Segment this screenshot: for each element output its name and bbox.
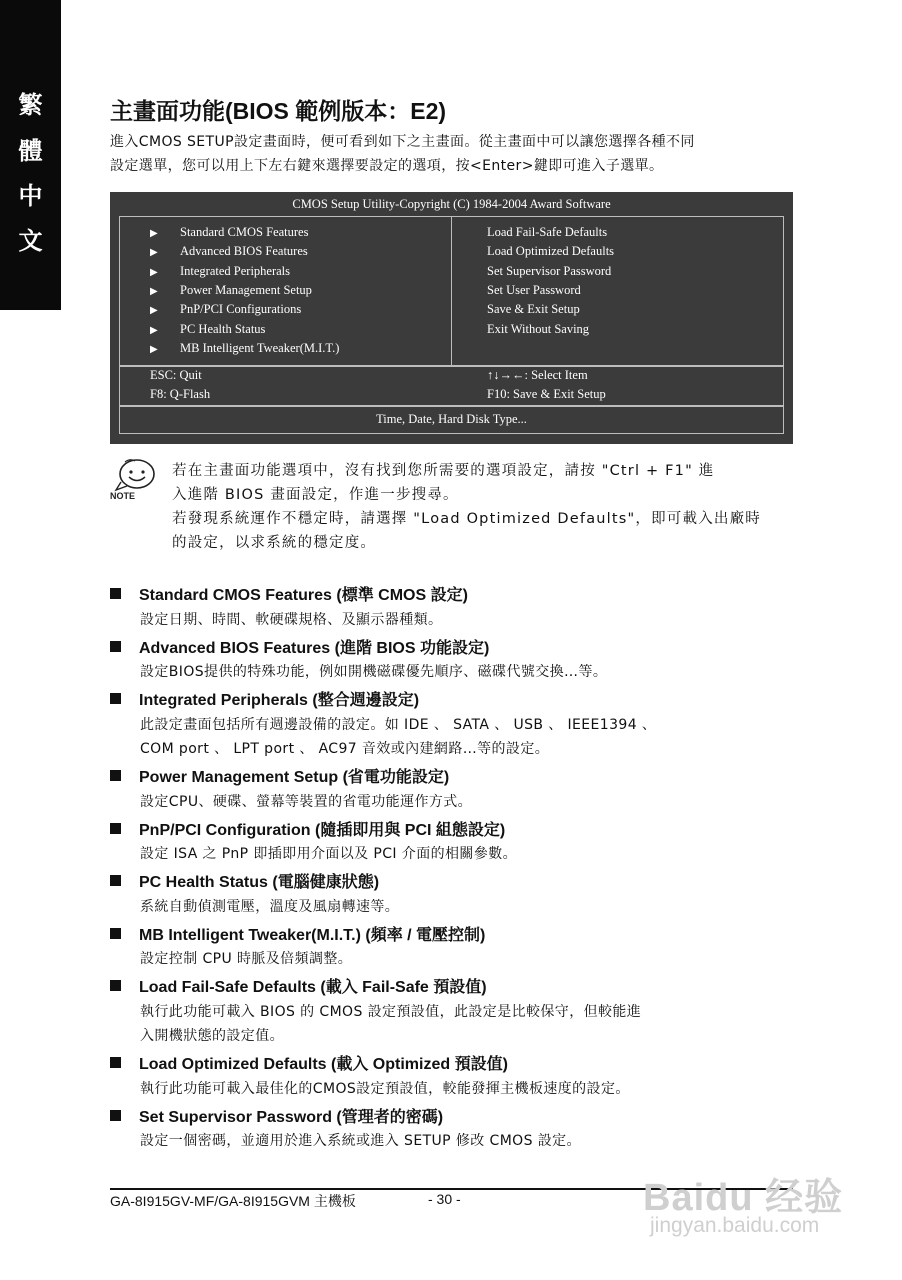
note-icon [107,456,163,502]
section-heading [110,922,485,945]
section-description: 設定BIOS提供的特殊功能，例如開機磁碟優先順序、磁碟代號交換…等。 [140,664,608,680]
bios-menu-item[interactable] [150,264,290,279]
note-text-line: 的設定，以求系統的穩定度。 [172,535,377,551]
intro-text-line: 設定選單，您可以用上下左右鍵來選擇要設定的選項，按<Enter>鍵即可進入子選單。 [110,158,664,174]
bios-menu-item[interactable]: Exit Without Saving [487,322,590,336]
arrow-right-icon: ▶ [150,228,158,239]
square-bullet-icon [110,770,121,781]
section-heading-text: Integrated Peripherals (整合週邊設定) [139,692,420,709]
square-bullet-icon [110,588,121,599]
bios-menu-item[interactable] [150,322,265,337]
arrow-right-icon: ▶ [150,305,158,316]
section-description: 此設定畫面包括所有週邊設備的設定。如 IDE 、 SATA 、 USB 、 IEEE1394 、 [140,717,657,733]
bios-menu-item[interactable] [150,302,301,317]
section-description: 設定CPU、硬碟、螢幕等裝置的省電功能運作方式。 [140,794,473,810]
watermark-url: jingyan.baidu.com [650,1214,820,1237]
square-bullet-icon [110,693,121,704]
note-text-line: 若發現系統運作不穩定時，請選擇 "Load Optimized Defaults"，即可載入出廠時 [172,511,762,527]
bios-menu-item-label: Integrated Peripherals [180,264,291,278]
bios-menu-item-label: PC Health Status [180,322,266,336]
footer-model: GA-8I915GV-MF/GA-8I915GVM 主機板 [110,1193,356,1209]
page-title: 主畫面功能(BIOS 範例版本：E2) [110,98,447,124]
square-bullet-icon [110,823,121,834]
square-bullet-icon [110,1057,121,1068]
square-bullet-icon [110,1110,121,1121]
square-bullet-icon [110,875,121,886]
section-heading-text: Load Fail-Safe Defaults (載入 Fail-Safe 預設值) [139,979,487,996]
bios-main-menu-screen [110,192,793,444]
bios-menu-item[interactable] [150,244,308,259]
section-description: 設定控制 CPU 時脈及倍頻調整。 [140,951,353,967]
section-description: 執行此功能可載入 BIOS 的 CMOS 設定預設值，此設定是比較保守，但較能進 [140,1004,642,1020]
bios-key-hint: F8: Q-Flash [150,387,211,401]
side-tab-char: 文 [18,226,43,255]
bios-key-hint: F10: Save & Exit Setup [487,387,606,401]
bios-status-line: Time, Date, Hard Disk Type... [376,412,527,426]
bios-header: CMOS Setup Utility-Copyright (C) 1984-2004 Award Software [292,197,611,211]
square-bullet-icon [110,980,121,991]
section-heading-text: Advanced BIOS Features (進階 BIOS 功能設定) [139,640,490,657]
bios-key-hint: ↑↓→←: Select Item [487,368,588,382]
bios-menu-item[interactable]: Set Supervisor Password [487,264,612,278]
section-description: 入開機狀態的設定值。 [140,1028,284,1044]
arrow-right-icon: ▶ [150,286,158,297]
bios-menu-item-label: Power Management Setup [180,283,312,297]
section-heading-text: Load Optimized Defaults (載入 Optimized 預設值) [139,1056,508,1073]
section-heading-text: MB Intelligent Tweaker(M.I.T.) (頻率 / 電壓控制) [139,927,486,944]
arrow-right-icon: ▶ [150,267,158,278]
section-heading [110,635,489,658]
square-bullet-icon [110,928,121,939]
bios-menu-item-label: MB Intelligent Tweaker(M.I.T.) [180,341,340,355]
watermark-logo: Baidu 经验 [643,1177,844,1219]
section-description: 設定一個密碼，並適用於進入系統或進入 SETUP 修改 CMOS 設定。 [140,1133,581,1149]
note-text-line: 入進階 BIOS 畫面設定，作進一步搜尋。 [172,487,459,503]
bios-menu-item[interactable]: Set User Password [487,283,581,297]
side-tab-char: 體 [18,136,43,165]
side-tab-char: 繁 [18,90,43,119]
section-heading [110,974,487,997]
bios-key-hint: ESC: Quit [150,368,202,382]
section-heading-text: Standard CMOS Features (標準 CMOS 設定) [139,587,468,604]
section-heading [110,817,505,840]
bios-menu-divider [451,216,452,366]
section-heading [110,687,419,710]
section-description: 執行此功能可載入最佳化的CMOS設定預設值，較能發揮主機板速度的設定。 [140,1081,630,1097]
arrow-right-icon: ▶ [150,247,158,258]
bios-keys-frame [119,366,784,406]
bios-menu-item-label: Standard CMOS Features [180,225,309,239]
arrow-right-icon: ▶ [150,344,158,355]
section-heading-text: Set Supervisor Password (管理者的密碼) [139,1109,444,1126]
intro-text-line: 進入CMOS SETUP設定畫面時，便可看到如下之主畫面。從主畫面中可以讓您選擇各種不同 [110,134,695,150]
note-text-line: 若在主畫面功能選項中，沒有找到您所需要的選項設定，請按 "Ctrl + F1" 進 [172,463,715,479]
section-heading-text: PnP/PCI Configuration (隨插即用與 PCI 組態設定) [139,822,506,839]
section-description: COM port 、 LPT port 、 AC97 音效或內建網路…等的設定。 [140,741,550,757]
bios-menu-item[interactable] [150,225,308,240]
section-description: 設定日期、時間、軟硬碟規格、及顯示器種類。 [140,612,443,628]
square-bullet-icon [110,641,121,652]
note-icon-label: NOTE [110,491,136,501]
bios-menu-item-label: PnP/PCI Configurations [180,302,302,316]
bios-menu-item[interactable] [150,283,312,298]
language-side-tab [0,0,61,310]
section-description: 設定 ISA 之 PnP 即插即用介面以及 PCI 介面的相關參數。 [140,846,518,862]
section-heading [110,1051,508,1074]
bios-menu-item[interactable]: Load Fail-Safe Defaults [487,225,608,239]
arrow-right-icon: ▶ [150,325,158,336]
section-heading-text: Power Management Setup (省電功能設定) [139,769,450,786]
bios-menu-item[interactable]: Load Optimized Defaults [487,244,615,258]
section-heading [110,582,468,605]
side-tab-char: 中 [18,181,43,210]
section-heading [110,764,449,787]
page-number: - 30 - [428,1191,461,1207]
section-heading [110,1104,443,1127]
bios-menu-item[interactable]: Save & Exit Setup [487,302,580,316]
section-heading [110,869,379,892]
bios-menu-item[interactable] [150,341,339,356]
bios-menu-item-label: Advanced BIOS Features [180,244,308,258]
section-description: 系統自動偵測電壓，溫度及風扇轉速等。 [140,899,400,915]
section-heading-text: PC Health Status (電腦健康狀態) [139,874,380,891]
